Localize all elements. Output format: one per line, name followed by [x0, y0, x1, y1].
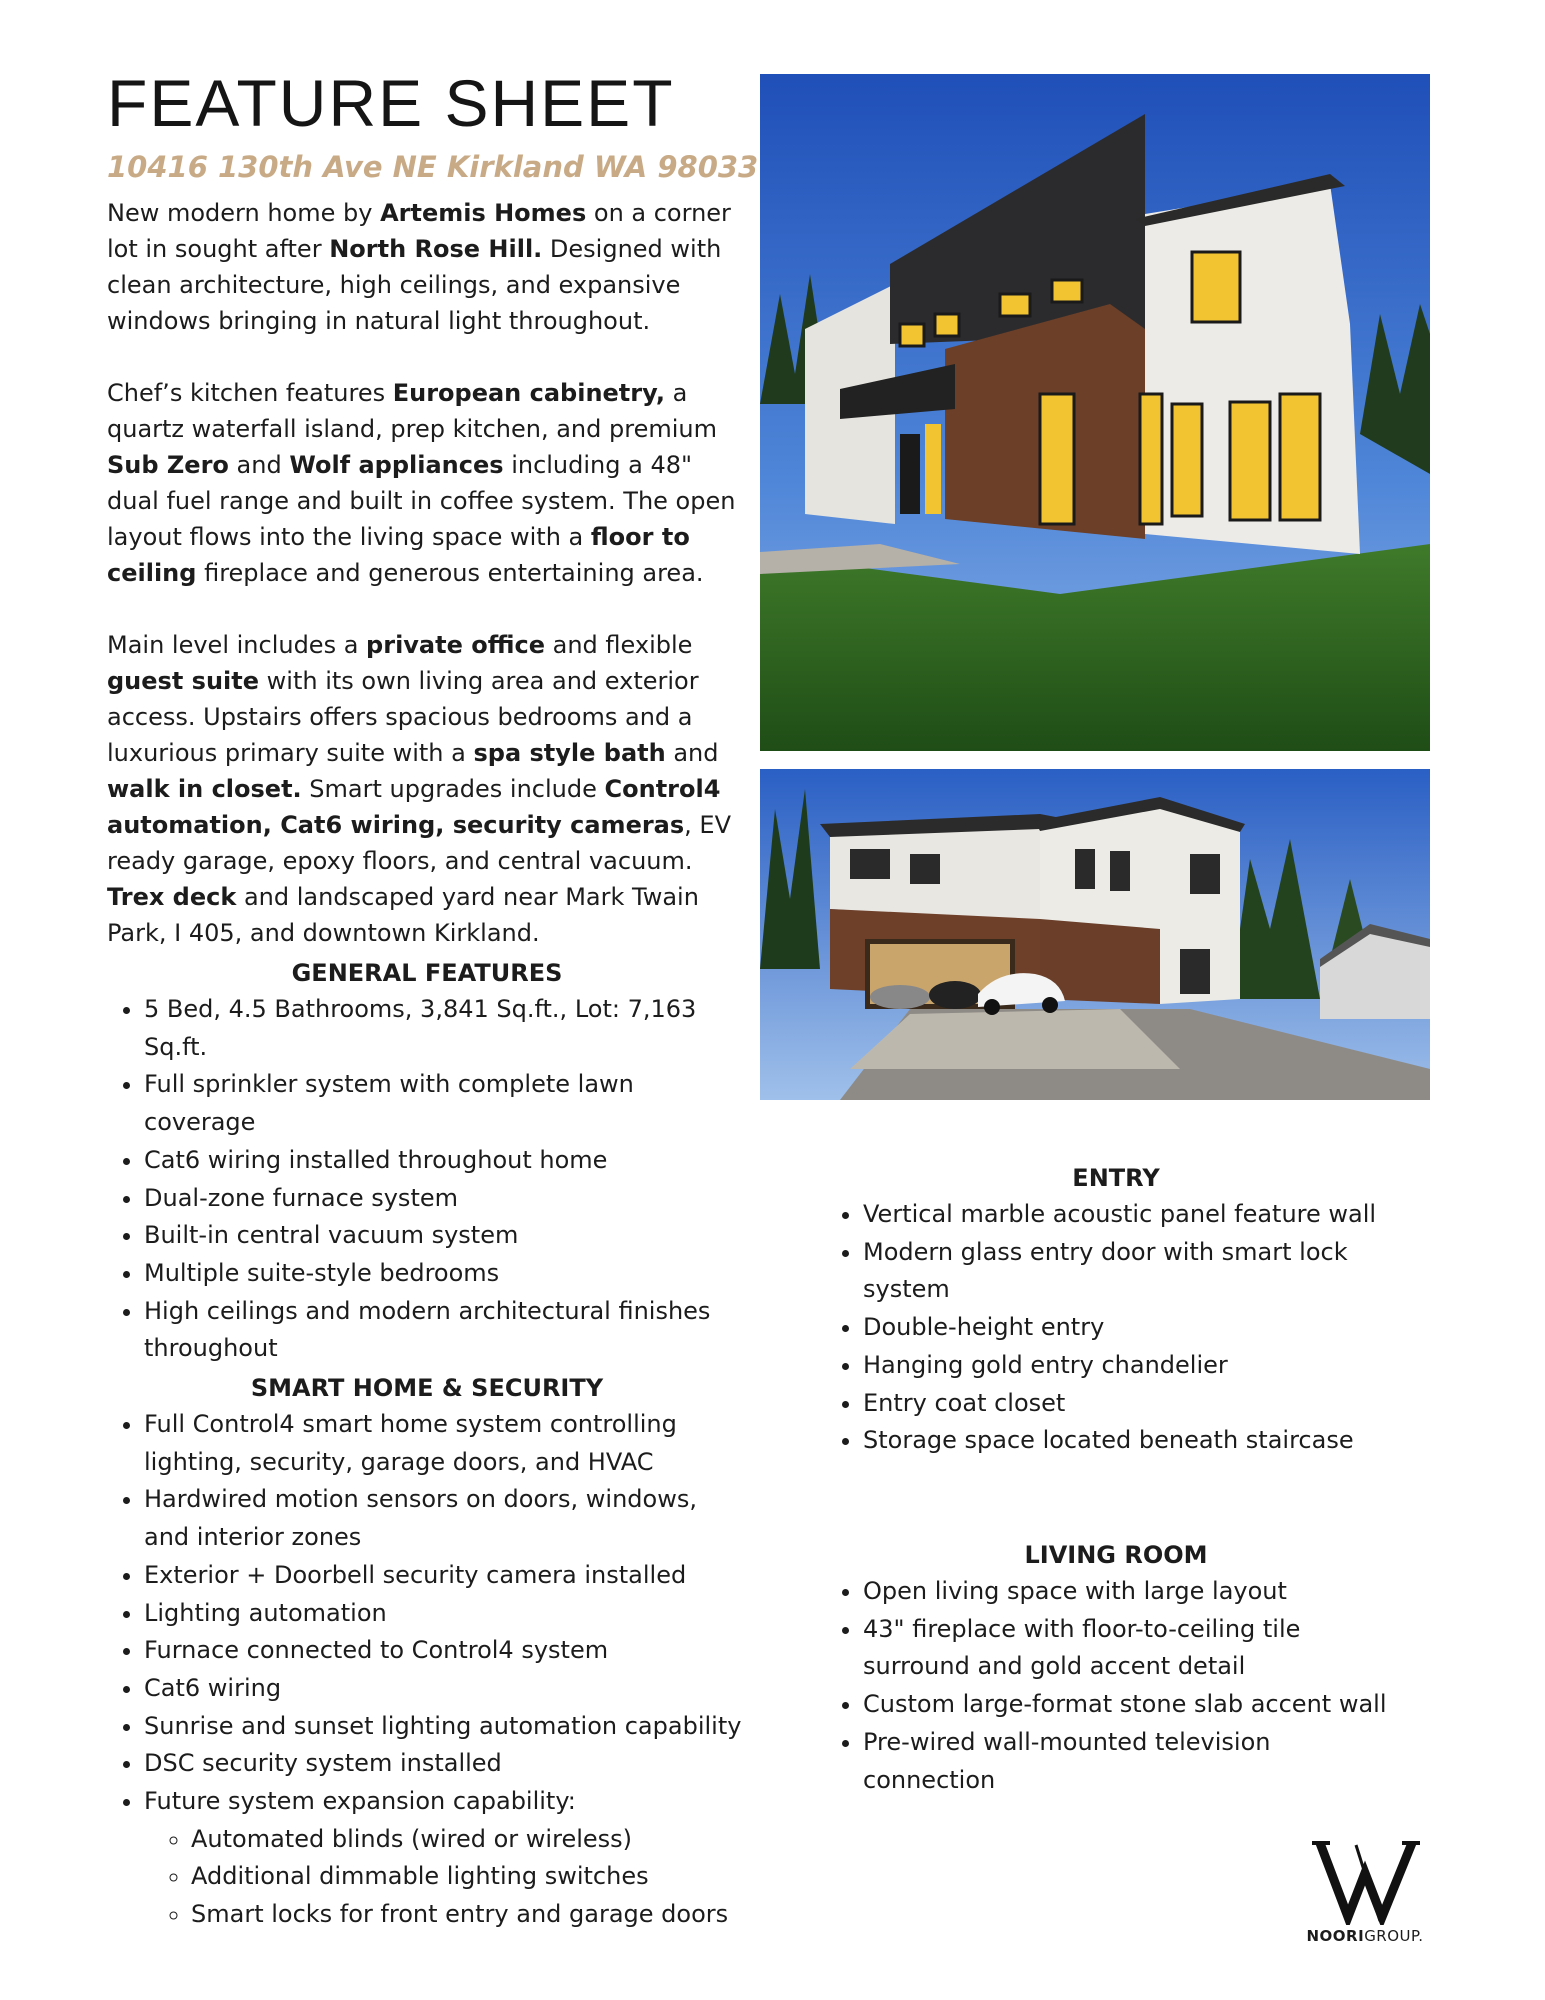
smart-home-list [107, 1406, 747, 1934]
emphasis-text: European cabinetry, [392, 379, 666, 407]
body-text: with its own living area and exterior access. Upstairs offers spacious bedrooms and a luxurious primary suite with a [107, 667, 699, 767]
w-logo-mark [1290, 1835, 1440, 1925]
sub-list-item: ◦ Additional dimmable lighting switches [191, 1858, 747, 1896]
list-item: • Custom large-format stone slab accent wall [863, 1686, 1406, 1724]
logo-name-bold: NOORI [1306, 1927, 1365, 1945]
logo-wordmark [1290, 1927, 1440, 1945]
sub-list-item: ◦ Smart locks for front entry and garage doors [191, 1896, 747, 1934]
emphasis-text: private office [366, 631, 545, 659]
emphasis-text: guest suite [107, 667, 260, 695]
list-item: • Hardwired motion sensors on doors, windows, and interior zones [144, 1481, 747, 1556]
body-text: on a corner lot in sought after [107, 199, 731, 263]
section-heading: GENERAL FEATURES [291, 959, 563, 987]
intro-paragraph-2 [107, 375, 747, 591]
emphasis-text: Control4 automation, Cat6 wiring, security cameras [107, 775, 721, 839]
exterior-garage-photo [760, 769, 1430, 1100]
body-text: Designed with clean architecture, high ceilings, and expansive windows bringing in natural light throughout. [107, 235, 722, 335]
list-item: • Furnace connected to Control4 system [144, 1632, 747, 1670]
general-features-list [107, 991, 747, 1368]
list-item: • Open living space with large layout [863, 1573, 1406, 1611]
list-item: • 5 Bed, 4.5 Bathrooms, 3,841 Sq.ft., Lot: 7,163 Sq.ft. [144, 991, 747, 1066]
section-heading: ENTRY [1072, 1164, 1160, 1192]
list-item: • Multiple suite-style bedrooms [144, 1255, 747, 1293]
emphasis-text: North Rose Hill. [329, 235, 543, 263]
noori-group-logo [1290, 1835, 1440, 1955]
body-text: New modern home by [107, 199, 381, 227]
page-title: FEATURE SHEET [107, 66, 675, 140]
section-heading: LIVING ROOM [1024, 1541, 1208, 1569]
emphasis-text: Trex deck [107, 883, 237, 911]
list-item: • Modern glass entry door with smart lock system [863, 1234, 1406, 1309]
exterior-front-photo [760, 74, 1430, 751]
body-text: fireplace and generous entertaining area. [196, 559, 704, 587]
body-text: Smart upgrades include [301, 775, 605, 803]
list-item: • Dual-zone furnace system [144, 1180, 747, 1218]
intro-paragraph-3 [107, 627, 747, 951]
emphasis-text: spa style bath [473, 739, 666, 767]
list-item: • Lighting automation [144, 1595, 747, 1633]
body-text: Chef’s kitchen features [107, 379, 393, 407]
list-item: • 43" fireplace with floor-to-ceiling tile surround and gold accent detail [863, 1611, 1406, 1686]
list-item: • High ceilings and modern architectural finishes throughout [144, 1293, 747, 1368]
list-item: • Built-in central vacuum system [144, 1217, 747, 1255]
body-text: Main level includes a [107, 631, 367, 659]
list-item: • Vertical marble acoustic panel feature wall [863, 1196, 1406, 1234]
list-item: • Exterior + Doorbell security camera installed [144, 1557, 747, 1595]
living-room-list [826, 1573, 1406, 1799]
emphasis-text: floor to ceiling [107, 523, 690, 587]
emphasis-text: Sub Zero [107, 451, 229, 479]
list-item: • Double-height entry [863, 1309, 1406, 1347]
emphasis-text: walk in closet. [107, 775, 302, 803]
list-item: • Future system expansion capability: ◦ Automated blinds (wired or wireless) ◦ Additional dimmable lighting switches ◦ Smart locks for front entry and garage doors [144, 1783, 747, 1934]
emphasis-text: Artemis Homes [380, 199, 587, 227]
list-item: • Entry coat closet [863, 1385, 1406, 1423]
smart-home-section [107, 1370, 747, 1934]
body-text: including a 48" dual fuel range and built in coffee system. The open layout flows into the living space with a [107, 451, 736, 551]
logo-name-light: GROUP. [1364, 1927, 1424, 1945]
intro-description [107, 195, 747, 987]
sub-list-item: ◦ Automated blinds (wired or wireless) [191, 1821, 747, 1859]
list-item: • Sunrise and sunset lighting automation capability [144, 1708, 747, 1746]
body-text: , EV ready garage, epoxy floors, and central vacuum. [107, 811, 732, 875]
list-item: • DSC security system installed [144, 1745, 747, 1783]
list-item: • Cat6 wiring installed throughout home [144, 1142, 747, 1180]
list-item: • Hanging gold entry chandelier [863, 1347, 1406, 1385]
body-text: and [665, 739, 719, 767]
general-features-section [107, 955, 747, 1368]
sub-list [144, 1821, 747, 1934]
body-text: and flexible [545, 631, 693, 659]
list-item: • Pre-wired wall-mounted television connection [863, 1724, 1406, 1799]
entry-list [826, 1196, 1406, 1460]
intro-paragraph-1 [107, 195, 747, 339]
list-item: • Cat6 wiring [144, 1670, 747, 1708]
body-text: a quartz waterfall island, prep kitchen, and premium [107, 379, 717, 443]
body-text: and [228, 451, 290, 479]
body-text: and landscaped yard near Mark Twain Park, I 405, and downtown Kirkland. [107, 883, 699, 947]
property-address: 10416 130th Ave NE Kirkland WA 98033 [107, 150, 759, 184]
list-item: • Full Control4 smart home system controlling lighting, security, garage doors, and HVAC [144, 1406, 747, 1481]
list-item: • Full sprinkler system with complete lawn coverage [144, 1066, 747, 1141]
living-room-section [826, 1537, 1406, 1799]
emphasis-text: Wolf appliances [289, 451, 504, 479]
list-item: • Storage space located beneath staircase [863, 1422, 1406, 1460]
entry-section [826, 1160, 1406, 1460]
section-heading: SMART HOME & SECURITY [250, 1374, 604, 1402]
